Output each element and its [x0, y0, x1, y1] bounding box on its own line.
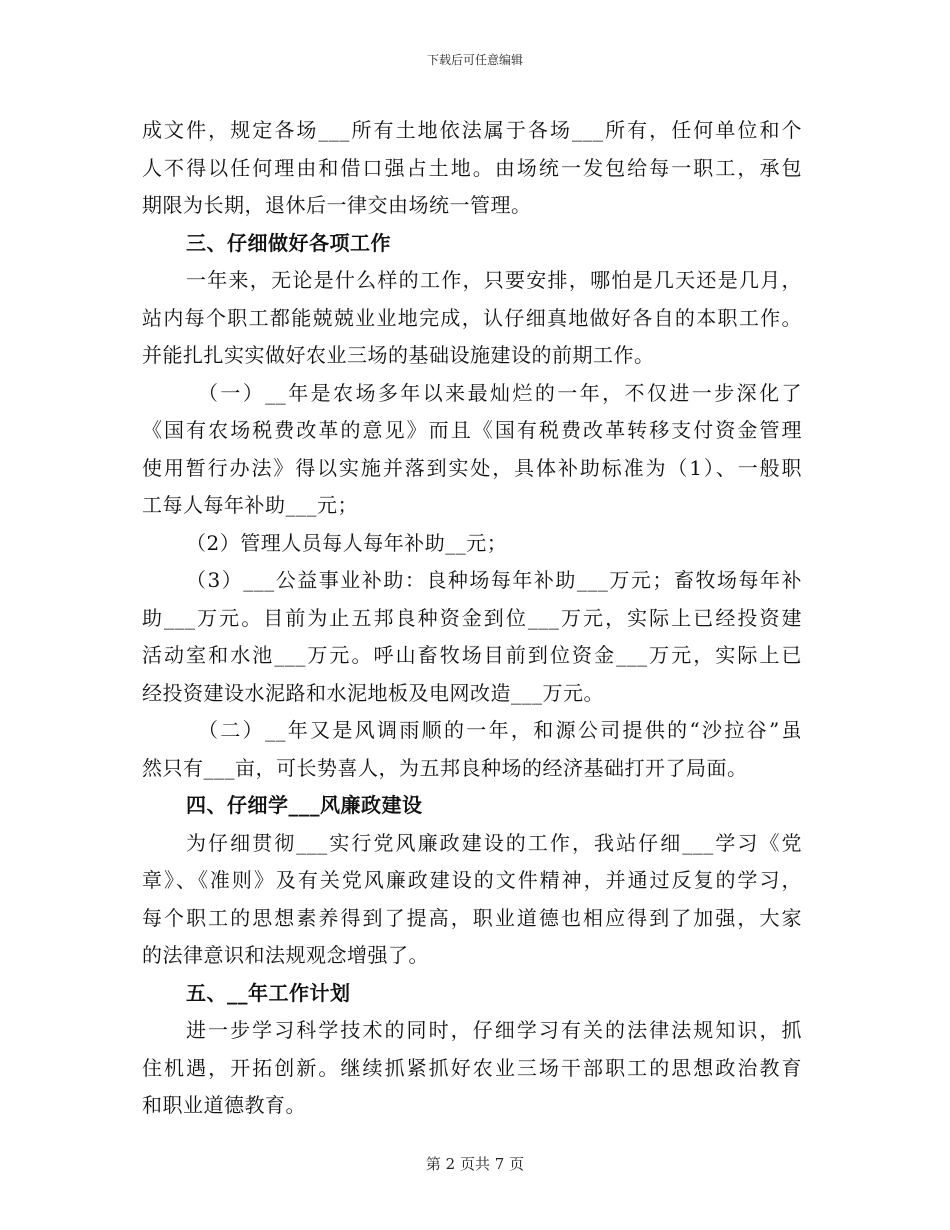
page-header: 下载后可任意编辑 [426, 53, 523, 67]
paragraph-line: 然只有___亩，可长势喜人，为五邦良种场的经济基础打开了局面。 [142, 755, 748, 780]
section-heading-5: 五、__年工作计划 [186, 980, 351, 1005]
paragraph-line: 进一步学习科学技术的同时，仔细学习有关的法律法规知识，抓 [186, 1018, 802, 1042]
paragraph-line: 并能扎扎实实做好农业三场的基础设施建设的前期工作。 [142, 343, 655, 367]
section-heading-4: 四、仔细学___风廉政建设 [186, 793, 423, 817]
paragraph-line: 站内每个职工都能兢兢业业地完成，认仔细真地做好各自的本职工作。 [142, 305, 802, 330]
paragraph-line: 工每人每年补助___元； [142, 493, 358, 517]
paragraph-line: （二）__年又是风调雨顺的一年，和源公司提供的“沙拉谷”虽 [198, 718, 802, 742]
paragraph-line: 期限为长期，退休后一律交由场统一管理。 [142, 193, 532, 217]
paragraph-line: 活动室和水池___万元。呼山畜牧场目前到位资金___万元，实际上已 [142, 643, 802, 667]
paragraph-line: 和职业道德教育。 [142, 1093, 306, 1117]
paragraph-line: 《国有农场税费改革的意见》而且《国有税费改革转移支付资金管理 [142, 418, 802, 442]
paragraph-line: 成文件，规定各场___所有土地依法属于各场___所有，任何单位和个 [142, 118, 802, 142]
paragraph-line: 人不得以任何理由和借口强占土地。由场统一发包给每一职工，承包 [142, 155, 802, 180]
paragraph-line: 助___万元。目前为止五邦良种资金到位___万元，实际上已经投资建 [142, 605, 802, 630]
paragraph-line: 每个职工的思想素养得到了提高，职业道德也相应得到了加强，大家 [142, 905, 802, 930]
paragraph-line: 一年来，无论是什么样的工作，只要安排，哪怕是几天还是几月， [186, 268, 802, 292]
document-body [142, 112, 802, 1125]
section-heading-3: 三、仔细做好各项工作 [186, 230, 391, 255]
paragraph-line: 经投资建设水泥路和水泥地板及电网改造___万元。 [142, 680, 604, 705]
paragraph-line: （3）___公益事业补助：良种场每年补助___万元；畜牧场每年补 [186, 568, 802, 592]
paragraph-line: （一）__年是农场多年以来最灿烂的一年，不仅进一步深化了 [198, 380, 802, 405]
paragraph-line: 住机遇，开拓创新。继续抓紧抓好农业三场干部职工的思想政治教育 [142, 1055, 802, 1080]
paragraph-line: 使用暂行办法》得以实施并落到实处，具体补助标准为（1）、一般职 [142, 455, 802, 480]
paragraph-line: 的法律意识和法规观念增强了。 [142, 943, 429, 967]
paragraph-line: （2）管理人员每人每年补助__元； [186, 530, 508, 555]
page-footer: 第 2 页共 7 页 [425, 1155, 525, 1173]
paragraph-line: 为仔细贯彻___实行党风廉政建设的工作，我站仔细___学习《党 [186, 830, 802, 855]
paragraph-line: 章》、《准则》及有关党风廉政建设的文件精神，并通过反复的学习， [142, 868, 802, 892]
